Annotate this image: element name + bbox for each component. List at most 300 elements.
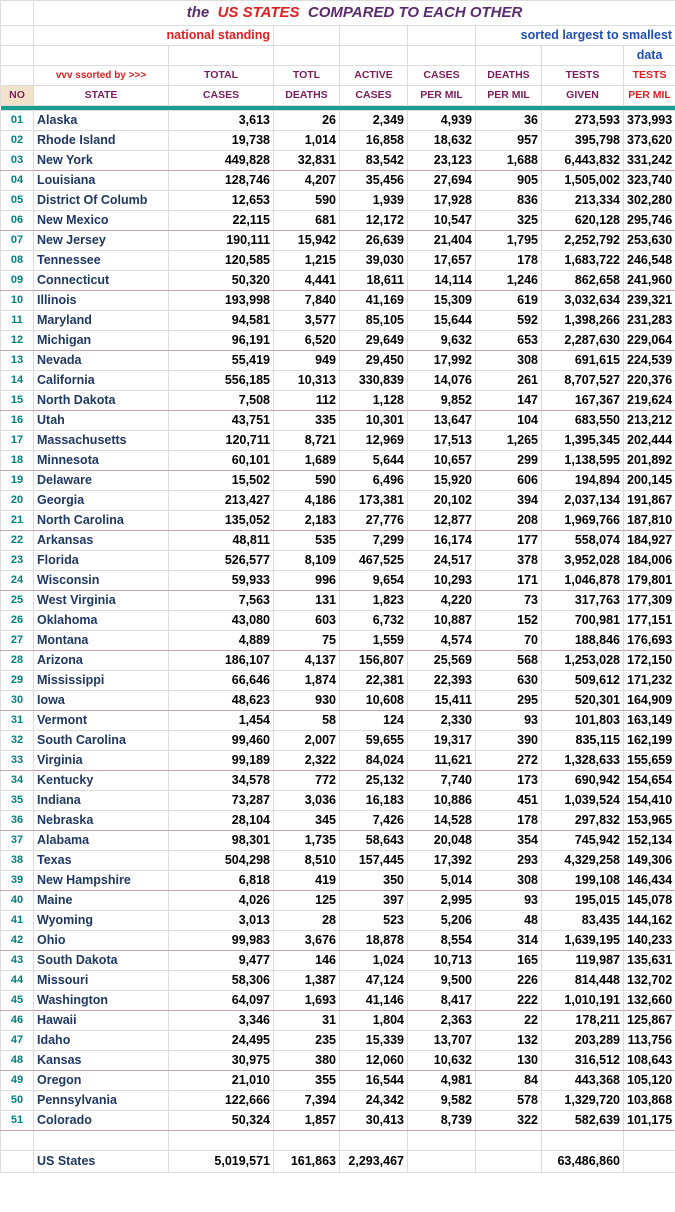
cell-deaths: 6,520 <box>274 331 340 351</box>
cell-tests-per-mil: 140,233 <box>624 931 675 951</box>
cell-state: Arkansas <box>34 531 169 551</box>
cell-active: 85,105 <box>340 311 408 331</box>
cell-deaths-per-mil: 222 <box>476 991 542 1011</box>
table-row <box>1 691 675 711</box>
cell-no: 23 <box>1 551 34 571</box>
table-row <box>1 951 675 971</box>
cell-active: 16,858 <box>340 131 408 151</box>
cell-state: Pennsylvania <box>34 1091 169 1111</box>
cell-deaths-per-mil: 568 <box>476 651 542 671</box>
cell-tests-given: 582,639 <box>542 1111 624 1131</box>
cell-tests-given: 690,942 <box>542 771 624 791</box>
cell-deaths: 335 <box>274 411 340 431</box>
cell-state: North Carolina <box>34 511 169 531</box>
cell-tests-per-mil: 177,151 <box>624 611 675 631</box>
cell-tests-given: 2,287,630 <box>542 331 624 351</box>
cell-cases-per-mil: 12,877 <box>408 511 476 531</box>
cell-tests-per-mil: 184,927 <box>624 531 675 551</box>
cell-no: 37 <box>1 831 34 851</box>
cell-active: 350 <box>340 871 408 891</box>
cell-tests-given: 1,329,720 <box>542 1091 624 1111</box>
cell-deaths-per-mil: 354 <box>476 831 542 851</box>
cell-cases-per-mil: 2,363 <box>408 1011 476 1031</box>
cell-tests-given: 509,612 <box>542 671 624 691</box>
cell-tests-given: 317,763 <box>542 591 624 611</box>
cell-tests-given: 520,301 <box>542 691 624 711</box>
header-tests-given-2: GIVEN <box>542 86 624 106</box>
table-row <box>1 511 675 531</box>
cell-cases-per-mil: 9,632 <box>408 331 476 351</box>
cell-cases-per-mil: 15,309 <box>408 291 476 311</box>
cell-no: 04 <box>1 171 34 191</box>
cell-tests-per-mil: 295,746 <box>624 211 675 231</box>
cell-tests-per-mil: 125,867 <box>624 1011 675 1031</box>
cell-no: 07 <box>1 231 34 251</box>
cell-state: Arizona <box>34 651 169 671</box>
cell-cases: 128,746 <box>169 171 274 191</box>
cell-cases-per-mil: 10,887 <box>408 611 476 631</box>
cell-cases: 3,013 <box>169 911 274 931</box>
totals-active: 2,293,467 <box>340 1151 408 1173</box>
cell-active: 39,030 <box>340 251 408 271</box>
cell-state: Missouri <box>34 971 169 991</box>
cell-active: 83,542 <box>340 151 408 171</box>
cell-deaths: 535 <box>274 531 340 551</box>
cell-state: Wisconsin <box>34 571 169 591</box>
cell-active: 1,128 <box>340 391 408 411</box>
cell-tests-per-mil: 177,309 <box>624 591 675 611</box>
cell-state: Maine <box>34 891 169 911</box>
cell-deaths-per-mil: 619 <box>476 291 542 311</box>
cell-cases: 4,889 <box>169 631 274 651</box>
cell-deaths: 10,313 <box>274 371 340 391</box>
cell-deaths-per-mil: 165 <box>476 951 542 971</box>
cell-cases-per-mil: 4,220 <box>408 591 476 611</box>
table-row <box>1 111 675 131</box>
cell-tests-given: 814,448 <box>542 971 624 991</box>
table-row <box>1 791 675 811</box>
totals-tests: 63,486,860 <box>542 1151 624 1173</box>
table-row <box>1 1111 675 1131</box>
cell-cases-per-mil: 27,694 <box>408 171 476 191</box>
cell-cases: 7,508 <box>169 391 274 411</box>
cell-active: 330,839 <box>340 371 408 391</box>
table-row <box>1 371 675 391</box>
header-active-cases-1: ACTIVE <box>340 66 408 86</box>
cell-cases-per-mil: 16,174 <box>408 531 476 551</box>
cell-tests-per-mil: 171,232 <box>624 671 675 691</box>
header-deaths-per-mil-1: DEATHS <box>476 66 542 86</box>
cell-cases-per-mil: 9,582 <box>408 1091 476 1111</box>
cell-no: 22 <box>1 531 34 551</box>
cell-tests-per-mil: 184,006 <box>624 551 675 571</box>
cell-state: Connecticut <box>34 271 169 291</box>
cell-cases-per-mil: 14,076 <box>408 371 476 391</box>
table-row <box>1 611 675 631</box>
cell-deaths: 3,036 <box>274 791 340 811</box>
table-row <box>1 711 675 731</box>
cell-deaths: 355 <box>274 1071 340 1091</box>
table-row <box>1 231 675 251</box>
cell-tests-given: 1,683,722 <box>542 251 624 271</box>
cell-active: 35,456 <box>340 171 408 191</box>
table-row <box>1 871 675 891</box>
cell-active: 84,024 <box>340 751 408 771</box>
table-row <box>1 571 675 591</box>
cell-deaths: 2,183 <box>274 511 340 531</box>
cell-deaths-per-mil: 378 <box>476 551 542 571</box>
cell-deaths-per-mil: 314 <box>476 931 542 951</box>
table-row <box>1 451 675 471</box>
table-row <box>1 931 675 951</box>
cell-state: Iowa <box>34 691 169 711</box>
cell-tests-per-mil: 187,810 <box>624 511 675 531</box>
cell-tests-given: 1,046,878 <box>542 571 624 591</box>
cell-cases-per-mil: 21,404 <box>408 231 476 251</box>
cell-tests-per-mil: 231,283 <box>624 311 675 331</box>
cell-deaths-per-mil: 1,688 <box>476 151 542 171</box>
header-total-deaths-2: DEATHS <box>274 86 340 106</box>
cell-cases: 122,666 <box>169 1091 274 1111</box>
cell-no: 08 <box>1 251 34 271</box>
cell-state: Nebraska <box>34 811 169 831</box>
cell-no: 36 <box>1 811 34 831</box>
cell-active: 6,496 <box>340 471 408 491</box>
cell-no: 28 <box>1 651 34 671</box>
cell-cases: 28,104 <box>169 811 274 831</box>
cell-cases-per-mil: 11,621 <box>408 751 476 771</box>
cell-active: 24,342 <box>340 1091 408 1111</box>
cell-cases-per-mil: 8,739 <box>408 1111 476 1131</box>
cell-state: District Of Columb <box>34 191 169 211</box>
cell-deaths: 1,689 <box>274 451 340 471</box>
cell-deaths-per-mil: 84 <box>476 1071 542 1091</box>
cell-tests-per-mil: 103,868 <box>624 1091 675 1111</box>
cell-cases: 34,578 <box>169 771 274 791</box>
cell-tests-given: 1,328,633 <box>542 751 624 771</box>
cell-tests-per-mil: 239,321 <box>624 291 675 311</box>
cell-active: 22,381 <box>340 671 408 691</box>
cell-cases-per-mil: 5,014 <box>408 871 476 891</box>
cell-active: 25,132 <box>340 771 408 791</box>
sorted-by-label: vvv ssorted by >>> <box>34 66 169 86</box>
cell-deaths: 603 <box>274 611 340 631</box>
cell-tests-given: 862,658 <box>542 271 624 291</box>
cell-cases-per-mil: 18,632 <box>408 131 476 151</box>
header-total-cases-2: CASES <box>169 86 274 106</box>
table-row <box>1 851 675 871</box>
cell-cases-per-mil: 5,206 <box>408 911 476 931</box>
cell-tests-per-mil: 163,149 <box>624 711 675 731</box>
cell-no: 10 <box>1 291 34 311</box>
cell-no: 17 <box>1 431 34 451</box>
cell-tests-per-mil: 331,242 <box>624 151 675 171</box>
cell-deaths: 1,735 <box>274 831 340 851</box>
cell-cases: 3,346 <box>169 1011 274 1031</box>
cell-no: 43 <box>1 951 34 971</box>
cell-state: Utah <box>34 411 169 431</box>
cell-deaths-per-mil: 293 <box>476 851 542 871</box>
cell-deaths-per-mil: 957 <box>476 131 542 151</box>
cell-no: 38 <box>1 851 34 871</box>
totals-row <box>1 1151 675 1173</box>
cell-cases-per-mil: 23,123 <box>408 151 476 171</box>
cell-deaths-per-mil: 147 <box>476 391 542 411</box>
cell-deaths: 590 <box>274 191 340 211</box>
cell-tests-per-mil: 132,702 <box>624 971 675 991</box>
cell-cases-per-mil: 13,707 <box>408 1031 476 1051</box>
cell-no: 21 <box>1 511 34 531</box>
cell-state: Massachusetts <box>34 431 169 451</box>
cell-no: 30 <box>1 691 34 711</box>
blank-row <box>1 1131 675 1151</box>
cell-tests-given: 745,942 <box>542 831 624 851</box>
cell-cases-per-mil: 4,981 <box>408 1071 476 1091</box>
cell-tests-per-mil: 241,960 <box>624 271 675 291</box>
cell-cases-per-mil: 13,647 <box>408 411 476 431</box>
cell-cases: 99,189 <box>169 751 274 771</box>
cell-state: Louisiana <box>34 171 169 191</box>
cell-no: 26 <box>1 611 34 631</box>
table-row <box>1 151 675 171</box>
cell-tests-given: 203,289 <box>542 1031 624 1051</box>
cell-cases: 99,983 <box>169 931 274 951</box>
cell-active: 156,807 <box>340 651 408 671</box>
table-row <box>1 211 675 231</box>
cell-state: New Mexico <box>34 211 169 231</box>
cell-no: 33 <box>1 751 34 771</box>
cell-state: Alaska <box>34 111 169 131</box>
cell-active: 47,124 <box>340 971 408 991</box>
cell-tests-per-mil: 154,654 <box>624 771 675 791</box>
cell-cases-per-mil: 17,513 <box>408 431 476 451</box>
cell-cases: 22,115 <box>169 211 274 231</box>
cell-cases: 21,010 <box>169 1071 274 1091</box>
table-row <box>1 751 675 771</box>
cell-deaths: 4,186 <box>274 491 340 511</box>
cell-state: Michigan <box>34 331 169 351</box>
cell-tests-given: 1,398,266 <box>542 311 624 331</box>
cell-active: 157,445 <box>340 851 408 871</box>
cell-cases: 504,298 <box>169 851 274 871</box>
header-no: NO <box>1 86 34 106</box>
cell-no: 20 <box>1 491 34 511</box>
cell-active: 59,655 <box>340 731 408 751</box>
table-row <box>1 331 675 351</box>
cell-state: Virginia <box>34 751 169 771</box>
cell-deaths-per-mil: 1,246 <box>476 271 542 291</box>
cell-empty <box>476 1151 542 1173</box>
table-row <box>1 891 675 911</box>
cell-cases-per-mil: 8,554 <box>408 931 476 951</box>
cell-cases: 186,107 <box>169 651 274 671</box>
cell-deaths-per-mil: 653 <box>476 331 542 351</box>
cell-active: 41,169 <box>340 291 408 311</box>
cell-cases: 526,577 <box>169 551 274 571</box>
cell-deaths-per-mil: 308 <box>476 351 542 371</box>
cell-deaths-per-mil: 178 <box>476 251 542 271</box>
cell-deaths-per-mil: 130 <box>476 1051 542 1071</box>
subtitle-data: data <box>624 46 675 66</box>
cell-cases: 50,320 <box>169 271 274 291</box>
cell-cases: 48,623 <box>169 691 274 711</box>
cell-cases-per-mil: 10,657 <box>408 451 476 471</box>
cell-deaths-per-mil: 272 <box>476 751 542 771</box>
cell-deaths: 75 <box>274 631 340 651</box>
cell-active: 7,426 <box>340 811 408 831</box>
cell-tests-given: 558,074 <box>542 531 624 551</box>
cell-deaths: 15,942 <box>274 231 340 251</box>
cell-deaths-per-mil: 226 <box>476 971 542 991</box>
cell-deaths: 2,322 <box>274 751 340 771</box>
cell-tests-given: 194,894 <box>542 471 624 491</box>
cell-tests-given: 691,615 <box>542 351 624 371</box>
cell-tests-given: 620,128 <box>542 211 624 231</box>
cell-active: 124 <box>340 711 408 731</box>
cell-state: Tennessee <box>34 251 169 271</box>
cell-cases-per-mil: 10,886 <box>408 791 476 811</box>
cell-state: Washington <box>34 991 169 1011</box>
table-row <box>1 651 675 671</box>
cell-active: 29,649 <box>340 331 408 351</box>
cell-active: 58,643 <box>340 831 408 851</box>
table-row <box>1 771 675 791</box>
table-row <box>1 311 675 331</box>
cell-deaths: 345 <box>274 811 340 831</box>
cell-tests-per-mil: 202,444 <box>624 431 675 451</box>
cell-active: 18,611 <box>340 271 408 291</box>
cell-deaths-per-mil: 171 <box>476 571 542 591</box>
table-row <box>1 831 675 851</box>
cell-cases-per-mil: 10,632 <box>408 1051 476 1071</box>
cell-cases: 12,653 <box>169 191 274 211</box>
cell-no: 41 <box>1 911 34 931</box>
cell-active: 2,349 <box>340 111 408 131</box>
cell-cases-per-mil: 19,317 <box>408 731 476 751</box>
header-tests-per-mil-2: PER MIL <box>624 86 675 106</box>
cell-tests-given: 1,639,195 <box>542 931 624 951</box>
cell-tests-given: 700,981 <box>542 611 624 631</box>
cell-deaths-per-mil: 905 <box>476 171 542 191</box>
cell-state: Indiana <box>34 791 169 811</box>
cell-deaths: 4,137 <box>274 651 340 671</box>
cell-tests-per-mil: 155,659 <box>624 751 675 771</box>
cell-cases-per-mil: 4,939 <box>408 111 476 131</box>
cell-deaths: 1,857 <box>274 1111 340 1131</box>
cell-state: West Virginia <box>34 591 169 611</box>
cell-active: 12,060 <box>340 1051 408 1071</box>
cell-active: 15,339 <box>340 1031 408 1051</box>
cell-tests-per-mil: 191,867 <box>624 491 675 511</box>
cell-state: Texas <box>34 851 169 871</box>
cell-cases-per-mil: 14,114 <box>408 271 476 291</box>
cell-cases: 120,711 <box>169 431 274 451</box>
cell-tests-given: 8,707,527 <box>542 371 624 391</box>
cell-tests-given: 2,252,792 <box>542 231 624 251</box>
table-row <box>1 911 675 931</box>
cell-tests-per-mil: 108,643 <box>624 1051 675 1071</box>
cell-cases-per-mil: 14,528 <box>408 811 476 831</box>
cell-cases: 190,111 <box>169 231 274 251</box>
cell-tests-per-mil: 145,078 <box>624 891 675 911</box>
cell-no: 05 <box>1 191 34 211</box>
cell-tests-given: 2,037,134 <box>542 491 624 511</box>
cell-state: Ohio <box>34 931 169 951</box>
cell-active: 27,776 <box>340 511 408 531</box>
cell-tests-given: 4,329,258 <box>542 851 624 871</box>
cell-no: 45 <box>1 991 34 1011</box>
cell-tests-given: 395,798 <box>542 131 624 151</box>
cell-tests-given: 199,108 <box>542 871 624 891</box>
cell-no: 02 <box>1 131 34 151</box>
cell-active: 1,804 <box>340 1011 408 1031</box>
cell-deaths: 131 <box>274 591 340 611</box>
cell-deaths: 8,109 <box>274 551 340 571</box>
cell-no: 19 <box>1 471 34 491</box>
cell-deaths: 590 <box>274 471 340 491</box>
cell-deaths-per-mil: 93 <box>476 711 542 731</box>
header-total-cases-1: TOTAL <box>169 66 274 86</box>
cell-cases-per-mil: 15,411 <box>408 691 476 711</box>
table-row <box>1 251 675 271</box>
cell-tests-given: 1,969,766 <box>542 511 624 531</box>
cell-tests-given: 297,832 <box>542 811 624 831</box>
cell-deaths-per-mil: 48 <box>476 911 542 931</box>
table-row <box>1 811 675 831</box>
cell-tests-given: 101,803 <box>542 711 624 731</box>
cell-cases-per-mil: 25,569 <box>408 651 476 671</box>
cell-state: New York <box>34 151 169 171</box>
cell-cases-per-mil: 24,517 <box>408 551 476 571</box>
cell-deaths-per-mil: 1,795 <box>476 231 542 251</box>
cell-tests-per-mil: 229,064 <box>624 331 675 351</box>
cell-state: Montana <box>34 631 169 651</box>
cell-deaths-per-mil: 36 <box>476 111 542 131</box>
cell-deaths-per-mil: 93 <box>476 891 542 911</box>
cell-cases-per-mil: 10,547 <box>408 211 476 231</box>
cell-deaths: 8,721 <box>274 431 340 451</box>
cell-tests-given: 683,550 <box>542 411 624 431</box>
cell-deaths-per-mil: 836 <box>476 191 542 211</box>
cell-cases: 556,185 <box>169 371 274 391</box>
cell-active: 9,654 <box>340 571 408 591</box>
cell-active: 173,381 <box>340 491 408 511</box>
cell-state: Georgia <box>34 491 169 511</box>
table-row <box>1 351 675 371</box>
table-row <box>1 271 675 291</box>
cell-cases-per-mil: 15,920 <box>408 471 476 491</box>
cell-tests-per-mil: 246,548 <box>624 251 675 271</box>
cell-tests-given: 3,032,634 <box>542 291 624 311</box>
totals-deaths: 161,863 <box>274 1151 340 1173</box>
cell-deaths: 1,387 <box>274 971 340 991</box>
cell-state: Rhode Island <box>34 131 169 151</box>
cell-cases: 48,811 <box>169 531 274 551</box>
table-row <box>1 191 675 211</box>
cell-deaths: 7,394 <box>274 1091 340 1111</box>
table-row <box>1 491 675 511</box>
cell-state: Maryland <box>34 311 169 331</box>
cell-tests-per-mil: 373,993 <box>624 111 675 131</box>
cell-no: 51 <box>1 1111 34 1131</box>
cell-active: 26,639 <box>340 231 408 251</box>
cell-tests-per-mil: 113,756 <box>624 1031 675 1051</box>
cell-active: 12,969 <box>340 431 408 451</box>
header-tests-given-1: TESTS <box>542 66 624 86</box>
cell-deaths-per-mil: 308 <box>476 871 542 891</box>
cell-no: 34 <box>1 771 34 791</box>
cell-cases-per-mil: 17,657 <box>408 251 476 271</box>
